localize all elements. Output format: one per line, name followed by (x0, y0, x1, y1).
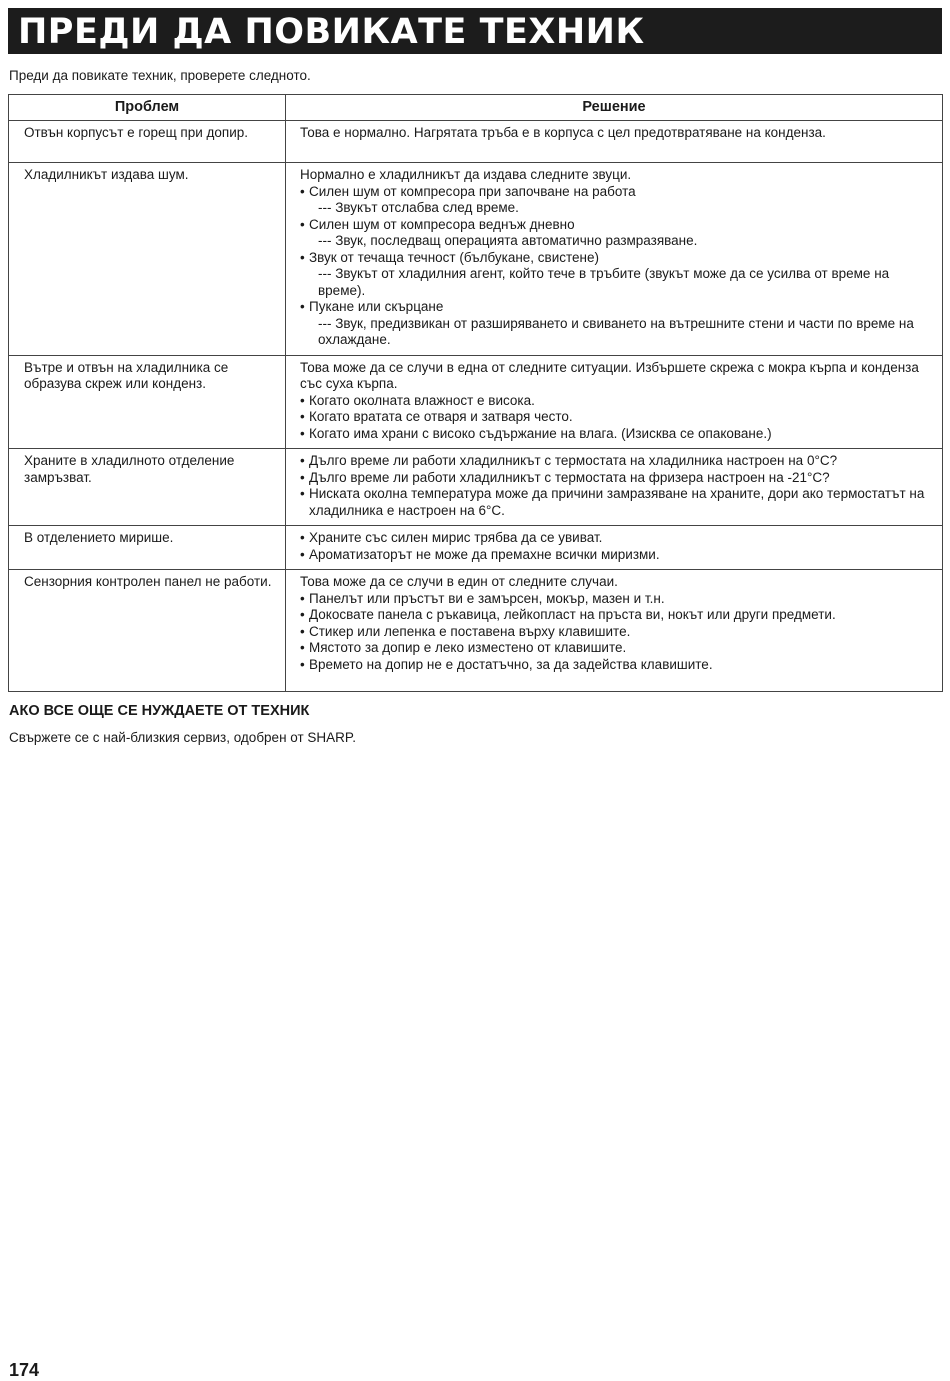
list-item: • Мястото за допир е леко изместено от клавишите. (300, 640, 936, 657)
problem-cell: В отделението мирише. (9, 526, 286, 570)
list-item: • Когато има храни с високо съдържание на влага. (Изисква се опаковане.) (300, 426, 936, 443)
problem-cell: Отвън корпусът е горещ при допир. (9, 121, 286, 163)
list-item: • Ароматизаторът не може да премахне всички миризми. (300, 547, 936, 564)
list-item: • Звук от течаща течност (бълбукане, свистене) --- Звукът от хладилния агент, който тече в тръбите (звукът може да се усилва от време на време). (300, 250, 936, 300)
solution-list (300, 453, 936, 519)
list-item: • Дълго време ли работи хладилникът с термостата на фризера настроен на -21°C? (300, 470, 936, 487)
table-row (9, 449, 943, 526)
solution-text: Нормално е хладилникът да издава следните звуци. (300, 167, 632, 182)
solution-cell (286, 449, 943, 526)
list-item: • Когато вратата се отваря и затваря често. (300, 409, 936, 426)
section-heading: АКО ВСЕ ОЩЕ СЕ НУЖДАЕТЕ ОТ ТЕХНИК (9, 703, 310, 719)
list-item: • Стикер или лепенка е поставена върху клавишите. (300, 624, 936, 641)
solution-list (300, 530, 936, 563)
list-item: • Силен шум от компресора веднъж дневно --- Звук, последващ операцията автоматично размразяване. (300, 217, 936, 250)
table-header-row (9, 95, 943, 121)
table-row (9, 121, 943, 163)
solution-cell (286, 570, 943, 692)
page-title: ПРЕДИ ДА ПОВИКАТЕ ТЕХНИК (18, 12, 645, 52)
list-item: • Панелът или пръстът ви е замърсен, мокър, мазен и т.н. (300, 591, 936, 608)
solution-text: Това може да се случи в една от следните ситуации. Избършете скрежа с мокра кърпа и конденза със суха кърпа. (300, 359, 919, 391)
list-item: • Когато околната влажност е висока. (300, 393, 936, 410)
solution-text: Това е нормално. Нагрятата тръба е в корпуса с цел предотвратяване на конденза. (300, 125, 826, 140)
solution-list (300, 393, 936, 443)
solution-cell (286, 121, 943, 163)
table-row (9, 355, 943, 449)
list-item: • Времето на допир не е достатъчно, за да задейства клавишите. (300, 657, 936, 674)
table-row (9, 526, 943, 570)
solution-cell (286, 163, 943, 356)
title-banner (8, 8, 942, 54)
table-row (9, 570, 943, 692)
list-item-note: --- Звук, предизвикан от разширяването и свиването на вътрешните стени и части по време на охлаждане. (318, 315, 914, 347)
table-row (9, 163, 943, 356)
problem-cell: Сензорния контролен панел не работи. (9, 570, 286, 692)
list-item: • Храните със силен мирис трябва да се увиват. (300, 530, 936, 547)
page-number: 174 (9, 1360, 40, 1380)
solution-list (300, 184, 936, 349)
list-item-note: --- Звукът отслабва след време. (318, 200, 519, 215)
list-item: • Силен шум от компресора при започване на работа --- Звукът отслабва след време. (300, 184, 936, 217)
header-problem: Проблем (9, 95, 286, 121)
solution-cell (286, 526, 943, 570)
list-item: • Пукане или скърцане --- Звук, предизвикан от разширяването и свиването на вътрешните стени и части по време на охлаждане. (300, 299, 936, 349)
problem-cell: Вътре и отвън на хладилника се образува скреж или конденз. (9, 355, 286, 449)
solution-list (300, 591, 936, 674)
troubleshooting-table (8, 94, 943, 692)
problem-cell: Храните в хладилното отделение замръзват. (9, 449, 286, 526)
list-item: • Ниската околна температура може да причини замразяване на храните, дори ако термостатът на хладилника е настроен на 6°C. (300, 486, 936, 519)
solution-cell (286, 355, 943, 449)
list-item-note: --- Звук, последващ операцията автоматично размразяване. (318, 233, 698, 248)
header-solution: Решение (286, 95, 943, 121)
list-item: • Докосвате панела с ръкавица, лейкопласт на пръста ви, нокът или други предмети. (300, 607, 936, 624)
list-item-note: --- Звукът от хладилния агент, който тече в тръбите (звукът може да се усилва от време на време). (318, 266, 890, 298)
intro-text: Преди да повикате техник, проверете следното. (9, 68, 311, 83)
section-text: Свържете се с най-близкия сервиз, одобрен от SHARP. (9, 730, 356, 745)
list-item: • Дълго време ли работи хладилникът с термостата на хладилника настроен на 0°C? (300, 453, 936, 470)
solution-text: Това може да се случи в един от следните случаи. (300, 574, 618, 589)
problem-cell: Хладилникът издава шум. (9, 163, 286, 356)
